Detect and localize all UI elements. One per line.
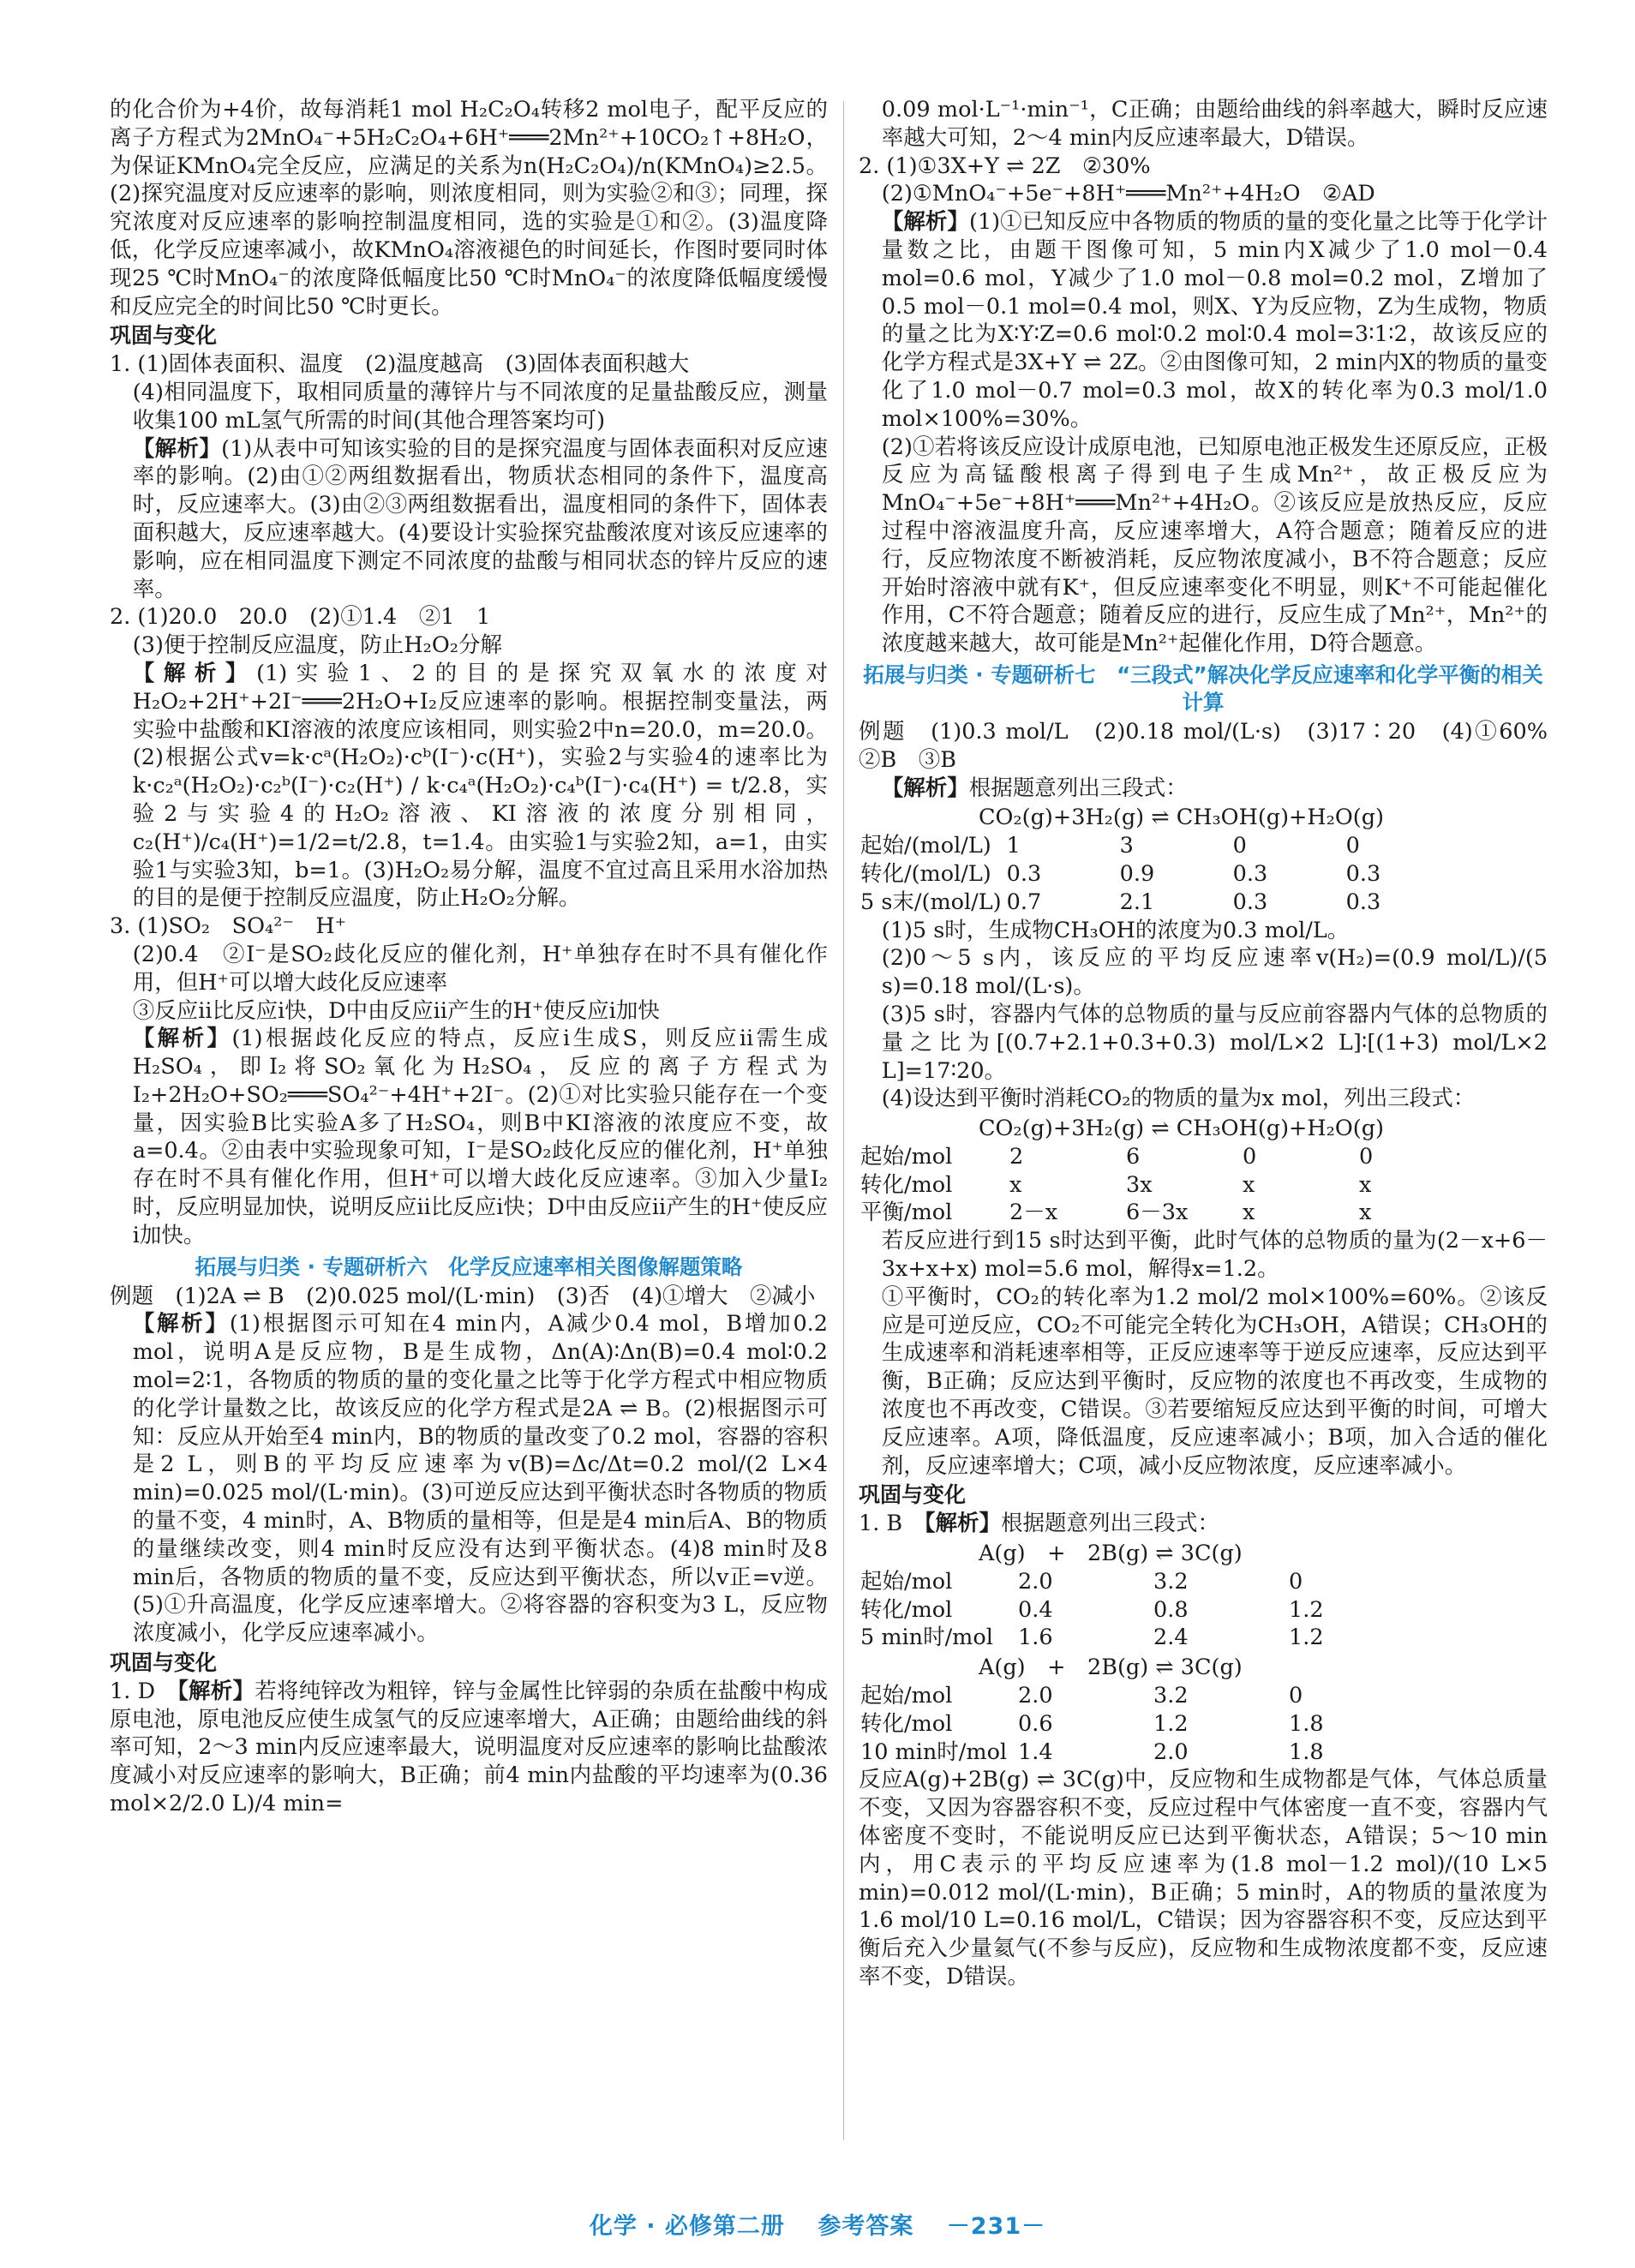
section-heading: 巩固与变化 xyxy=(110,323,218,349)
three-stage-table xyxy=(860,1682,1424,1766)
section-heading: 巩固与变化 xyxy=(110,1650,218,1676)
answer-line: 2. (1)20.0 20.0 (2)①1.4 ②1 1 xyxy=(110,604,491,631)
table-row xyxy=(860,1171,1476,1200)
table-cell: 2.0 xyxy=(1018,1568,1053,1595)
footer-subject: 化学 · 必修第二册 xyxy=(589,2213,785,2240)
continued-paragraph: 0.09 mol·L⁻¹·min⁻¹，C正确；由题给曲线的斜率越大，瞬时反应速率越大可知，2～4 min内反应速率最大，D错误。 xyxy=(881,97,1548,151)
analysis-tag: 【解析】 xyxy=(132,1026,232,1052)
answer-line: (4)相同温度下，取相同质量的薄锌片与不同浓度的足量盐酸反应，测量收集100 mL氢气所需的时间(其他合理答案均可) xyxy=(132,379,828,434)
row-label: 平衡/mol xyxy=(860,1200,953,1226)
table-cell: 1.2 xyxy=(1289,1625,1324,1651)
table-cell: 1.2 xyxy=(1153,1710,1189,1737)
table-cell: 1.8 xyxy=(1289,1710,1324,1737)
page-number: －231－ xyxy=(946,2213,1046,2240)
table-cell: 0.3 xyxy=(1345,889,1381,915)
intro-paragraph: 的化合价为+4价，故每消耗1 mol H₂C₂O₄转移2 mol电子，配平反应的离子方程式为2MnO₄⁻+5H₂C₂O₄+6H⁺═══2Mn²⁺+10CO₂↑+8H₂O，为保证KMnO₄完全反应，应满足的关系为n(H₂C₂O₄)/n(KMnO₄)≥2.5。(2)探究温度对反应速率的影响，则浓度相同，则为实验②和③；同理，探究浓度对反应速率的影响控制温度相同，选的实验是①和②。(3)温度降低，化学反应速率减小，故KMnO₄溶液褪色的时间延长，作图时要同时体现25 ℃时MnO₄⁻的浓度降低幅度比50 ℃时MnO₄⁻的浓度降低幅度缓慢和反应完全的时间比50 ℃时更长。 xyxy=(110,97,828,320)
analysis-paragraph: 反应A(g)+2B(g) ⇌ 3C(g)中，反应物和生成物都是气体，气体总质量不变，又因为容器容积不变，反应过程中气体密度一直不变，容器内气体密度不变时，不能说明反应已达到平衡状态，A错误；5～10 min内，用C表示的平均反应速率为(1.8 mol－1.2 mol)/(10 L×5 min)=0.012 mol/(L·min)，B正确；5 min时，A的物质的量浓度为1.6 mol/10 L=0.16 mol/L，C错误；因为容器容积不变，反应达到平衡后充入少量氦气(不参与反应)，反应物和生成物浓度都不变，反应速率不变，D错误。 xyxy=(859,1767,1555,1990)
row-label: 起始/mol xyxy=(860,1683,953,1709)
analysis-text: (1)实验1、2的目的是探究双氧水的浓度对H₂O₂+2H⁺+2I⁻═══2H₂O+I₂反应速率的影响。根据控制变量法，两实验中盐酸和KI溶液的浓度应该相同，则实验2中n=20.0，m=20.0。(2)根据公式v=k·cᵃ(H₂O₂)·cᵇ(I⁻)·c(H⁺)，实验2与实验4的速率比为k·c₂ᵃ(H₂O₂)·c₂ᵇ(I⁻)·c₂(H⁺) / k·c₄ᵃ(H₂O₂)·c₄ᵇ(I⁻)·c₄(H⁺) = t/2.8，实验2与实验4的H₂O₂溶液、KI溶液的浓度分别相同，c₂(H⁺)/c₄(H⁺)=1/2=t/2.8，t=1.4。由实验1与实验2知，a=1，由实验1与实验3知，b=1。(3)H₂O₂易分解，温度不宜过高且采用水浴加热的目的是便于控制反应温度，防止H₂O₂分解。 xyxy=(132,660,828,912)
table-cell: 3.2 xyxy=(1153,1568,1189,1595)
table-cell: 0.3 xyxy=(1232,860,1268,887)
analysis-tag: 【解析】 xyxy=(132,435,222,462)
analysis-tag: 【解析】 xyxy=(132,660,257,686)
table-cell: x xyxy=(1009,1171,1022,1198)
analysis-paragraph: ①平衡时，CO₂的转化率为1.2 mol/2 mol×100%=60%。②该反应是可逆反应，CO₂不可能完全转化为CH₃OH，A错误；CH₃OH的生成速率和消耗速率相等，正反应速率等于逆反应速率，反应达到平衡，B正确；反应达到平衡时，反应物的浓度也不再改变，生成物的浓度也不再改变，C错误。③若要缩短反应达到平衡的时间，可增大反应速率。A项，降低温度，反应速率减小；B项，加入合适的催化剂，反应速率增大；C项，减小反应物浓度，反应速率减小。 xyxy=(881,1284,1548,1479)
table-cell: 1 xyxy=(1006,833,1021,859)
row-label: 转化/mol xyxy=(860,1596,953,1623)
table-cell: 0.8 xyxy=(1153,1596,1189,1623)
analysis-tag: 【解析】 xyxy=(132,1311,230,1337)
analysis-paragraph xyxy=(859,208,1555,433)
table-cell: 1.8 xyxy=(1289,1738,1324,1765)
column-divider xyxy=(843,101,844,2140)
analysis-paragraph: 若反应进行到15 s时达到平衡，此时气体的总物质的量为(2－x+6－3x+x+x) mol=5.6 mol，解得x=1.2。 xyxy=(881,1228,1548,1283)
table-cell: x xyxy=(1243,1171,1255,1198)
row-label: 5 s末/(mol/L) xyxy=(860,889,1002,915)
table-cell: 0.3 xyxy=(1345,860,1381,887)
analysis-paragraph xyxy=(110,435,828,604)
table-row xyxy=(860,1710,1424,1738)
analysis-paragraph: (4)设达到平衡时消耗CO₂的物质的量为x mol，列出三段式： xyxy=(881,1086,1476,1112)
table-cell: 1.4 xyxy=(1018,1738,1053,1765)
table-row xyxy=(860,889,1459,917)
table-row xyxy=(860,1568,1424,1596)
topic-heading: 拓展与归类 · 专题研析七 “三段式”解决化学反应速率和化学平衡的相关计算 xyxy=(863,661,1543,715)
answer-line: (3)便于控制反应温度，防止H₂O₂分解 xyxy=(132,632,502,659)
answer-line: 2. (1)①3X+Y ⇌ 2Z ②30% xyxy=(859,153,1151,179)
analysis-paragraph xyxy=(859,775,1548,803)
table-cell: 6 xyxy=(1126,1143,1141,1170)
analysis-paragraph: (3)5 s时，容器内气体的总物质的量与反应前容器内气体的总物质的量之比为[(0.7+2.1+0.3+0.3) mol/L×2 L]∶[(1+3) mol/L×2 L]=17∶20。 xyxy=(881,1001,1555,1084)
row-label: 起始/(mol/L) xyxy=(860,833,991,859)
table-row xyxy=(860,1624,1424,1652)
table-cell: 0 xyxy=(1289,1683,1303,1709)
table-cell: 0 xyxy=(1243,1143,1257,1170)
equation-header: CO₂(g)+3H₂(g) ⇌ CH₃OH(g)+H₂O(g) xyxy=(979,805,1384,831)
table-row xyxy=(860,1596,1424,1625)
analysis-text: (1)从表中可知该实验的目的是探究温度与固体表面积对反应速率的影响。(2)由①②两组数据看出，物质状态相同的条件下，温度高时，反应速率大。(3)由②③两组数据看出，温度相同的条件下，固体表面积越大，反应速率越大。(4)要设计实验探究盐酸浓度对该反应速率的影响，应在相同温度下测定不同浓度的盐酸与相同状态的锌片反应的速率。 xyxy=(132,435,828,602)
table-cell: 2 xyxy=(1009,1143,1024,1170)
analysis-paragraph xyxy=(110,1025,828,1249)
left-column xyxy=(110,96,835,1818)
table-row xyxy=(860,832,1459,860)
table-cell: 2－x xyxy=(1009,1200,1058,1226)
analysis-text: 若将纯锌改为粗锌，锌与金属性比锌弱的杂质在盐酸中构成原电池，原电池反应使生成氢气的反应速率增大，A正确；由题给曲线的斜率可知，2～3 min内反应速率最大，说明温度对反应速率的影响比盐酸浓度减小对反应速率的影响大，B正确；前4 min内盐酸的平均速率为(0.36 mol×2/2.0 L)/4 min= xyxy=(110,1678,835,1817)
analysis-paragraph xyxy=(859,1510,1548,1538)
table-cell: 2.1 xyxy=(1119,889,1155,915)
answer-line: (2)0.4 ②I⁻是SO₂歧化反应的催化剂，H⁺单独存在时不具有催化作用，但H⁺可以增大歧化反应速率 xyxy=(132,941,828,996)
table-row xyxy=(860,1199,1476,1227)
table-cell: 0.4 xyxy=(1018,1596,1053,1623)
row-label: 转化/(mol/L) xyxy=(860,860,991,887)
table-cell: 0.7 xyxy=(1006,889,1042,915)
table-cell: 0.3 xyxy=(1232,889,1268,915)
table-cell: x xyxy=(1359,1171,1372,1198)
table-row xyxy=(860,1738,1424,1767)
row-label: 10 min时/mol xyxy=(860,1738,1008,1765)
table-cell: 6－3x xyxy=(1126,1200,1189,1226)
topic-heading: 拓展与归类 · 专题研析六 化学反应速率相关图像解题策略 xyxy=(195,1254,743,1279)
example-answer: 例题 (1)2A ⇌ B (2)0.025 mol/(L·min) (3)否 (4)①增大 ②减小 xyxy=(110,1283,816,1309)
equation-header: A(g) + 2B(g) ⇌ 3C(g) xyxy=(979,1541,1243,1567)
row-label: 转化/mol xyxy=(860,1710,953,1737)
table-cell: 3x xyxy=(1126,1171,1153,1198)
table-cell: x xyxy=(1243,1200,1255,1226)
analysis-tag: 【解析】 xyxy=(881,209,969,236)
analysis-text: (1)①已知反应中各物质的物质的量的变化量之比等于化学计量数之比，由题干图像可知，5 min内X减少了1.0 mol－0.4 mol=0.6 mol，Y减少了1.0 mol－0.8 mol=0.2 mol，Z增加了0.5 mol－0.1 mol=0.4 mol，则X、Y为反应物，Z为生成物，物质的量之比为X∶Y∶Z=0.6 mol∶0.2 mol∶0.4 mol=3∶1∶2，故该反应的化学方程式是3X+Y ⇌ 2Z。②由图像可知，2 min内X的物质的量变化了1.0 mol－0.7 mol=0.3 mol，故X的转化率为0.3 mol/1.0 mol×100%=30%。 xyxy=(881,209,1555,432)
table-cell: 2.4 xyxy=(1153,1625,1189,1651)
analysis-paragraph: (2)0～5 s内，该反应的平均反应速率v(H₂)=(0.9 mol/L)/(5 s)=0.18 mol/(L·s)。 xyxy=(881,945,1555,1000)
table-cell: 0 xyxy=(1359,1143,1374,1170)
table-cell: 1.2 xyxy=(1289,1596,1324,1623)
analysis-paragraph xyxy=(110,1310,835,1648)
table-row xyxy=(860,1682,1424,1710)
answer-line: (2)①MnO₄⁻+5e⁻+8H⁺═══Mn²⁺+4H₂O ②AD xyxy=(881,181,1375,207)
answer-line: 1. (1)固体表面积、温度 (2)温度越高 (3)固体表面积越大 xyxy=(110,351,690,378)
analysis-tag: 【解析】 xyxy=(881,775,969,801)
three-stage-table xyxy=(860,832,1459,916)
analysis-text: (1)根据歧化反应的特点，反应ⅰ生成S，则反应ⅱ需生成H₂SO₄，即I₂将SO₂氧化为H₂SO₄，反应的离子方程式为I₂+2H₂O+SO₂═══SO₄²⁻+4H⁺+2I⁻。(2)①对比实验只能存在一个变量，因实验B比实验A多了H₂SO₄，则B中KI溶液的浓度应不变，故a=0.4。②由表中实验现象可知，I⁻是SO₂歧化反应的催化剂，H⁺单独存在时不具有催化作用，但H⁺可以增大歧化反应速率。③加入少量I₂时，反应明显加快，说明反应ⅱ比反应ⅰ快；D中由反应ⅱ产生的H⁺使反应ⅰ加快。 xyxy=(132,1026,828,1248)
table-cell: 0.3 xyxy=(1006,860,1042,887)
analysis-text: 根据题意列出三段式： xyxy=(1000,1511,1219,1537)
table-row xyxy=(860,1143,1476,1171)
table-cell: 2.0 xyxy=(1018,1683,1053,1709)
right-column xyxy=(859,96,1570,1991)
equation-header: CO₂(g)+3H₂(g) ⇌ CH₃OH(g)+H₂O(g) xyxy=(979,1116,1384,1142)
table-cell: 0 xyxy=(1289,1568,1303,1595)
analysis-paragraph xyxy=(110,1678,835,1818)
answer-label: 1. B xyxy=(859,1511,903,1537)
three-stage-table xyxy=(860,1143,1476,1227)
table-cell: 0.6 xyxy=(1018,1710,1053,1737)
row-label: 5 min时/mol xyxy=(860,1625,993,1651)
analysis-paragraph xyxy=(110,660,828,913)
answer-line: ③反应ⅱ比反应ⅰ快，D中由反应ⅱ产生的H⁺使反应ⅰ加快 xyxy=(132,997,660,1024)
example-answer: 例题 (1)0.3 mol/L (2)0.18 mol/(L·s) (3)17∶20 (4)①60% ②B ③B xyxy=(859,718,1570,773)
analysis-text: (1)根据图示可知在4 min内，A减少0.4 mol，B增加0.2 mol，说明A是反应物，B是生成物，Δn(A)∶Δn(B)=0.4 mol∶0.2 mol=2∶1，各物质的物质的量的变化量之比等于化学方程式中相应物质的化学计量数之比，故该反应的化学方程式是2A ⇌ B。(2)根据图示可知：反应从开始至4 min内，B的物质的量改变了0.2 mol，容器的容积是2 L，则B的平均反应速率为v(B)=Δc/Δt=0.2 mol/(2 L×4 min)=0.025 mol/(L·min)。(3)可逆反应达到平衡状态时各物质的物质的量不变，4 min时，A、B物质的量相等，但是是4 min后A、B的物质的量继续改变，则4 min时反应没有达到平衡状态。(4)8 min时及8 min后，各物质的物质的量不变，反应达到平衡状态，所以v正=v逆。(5)①升高温度，化学反应速率增大。②将容器的容积变为3 L，反应物浓度减小，化学反应速率减小。 xyxy=(132,1311,835,1647)
row-label: 起始/mol xyxy=(860,1143,953,1170)
table-cell: 0.9 xyxy=(1119,860,1155,887)
table-cell: 0 xyxy=(1232,833,1247,859)
table-row xyxy=(860,860,1459,889)
three-stage-table xyxy=(860,1568,1424,1652)
table-cell: 3 xyxy=(1119,833,1134,859)
section-heading: 巩固与变化 xyxy=(859,1482,967,1508)
row-label: 起始/mol xyxy=(860,1568,953,1595)
table-cell: 3.2 xyxy=(1153,1683,1189,1709)
analysis-paragraph: (2)①若将该反应设计成原电池，已知原电池正极发生还原反应，正极反应为高锰酸根离子得到电子生成Mn²⁺，故正极反应为MnO₄⁻+5e⁻+8H⁺═══Mn²⁺+4H₂O。②该反应是放热反应，反应过程中溶液温度升高，反应速率增大，A符合题意；随着反应的进行，反应物浓度不断被消耗，反应物浓度减小，B不符合题意；反应开始时溶液中就有K⁺，但反应速率变化不明显，则K⁺不可能起催化作用，C不符合题意；随着反应的进行，反应生成了Mn²⁺，Mn²⁺的浓度越来越大，故可能是Mn²⁺起催化作用，D符合题意。 xyxy=(881,434,1548,657)
analysis-tag: 【解析】 xyxy=(177,1678,255,1704)
table-cell: 2.0 xyxy=(1153,1738,1189,1765)
page-footer xyxy=(0,2207,1635,2241)
table-cell: 0 xyxy=(1345,833,1360,859)
table-cell: 1.6 xyxy=(1018,1625,1053,1651)
answer-line: 3. (1)SO₂ SO₄²⁻ H⁺ xyxy=(110,913,347,940)
analysis-paragraph: (1)5 s时，生成物CH₃OH的浓度为0.3 mol/L。 xyxy=(881,917,1350,943)
analysis-text: 根据题意列出三段式： xyxy=(968,775,1188,801)
equation-header: A(g) + 2B(g) ⇌ 3C(g) xyxy=(979,1655,1243,1681)
analysis-tag: 【解析】 xyxy=(924,1511,1001,1537)
answer-label: 1. D xyxy=(110,1678,156,1704)
footer-section: 参考答案 xyxy=(818,2213,914,2240)
table-cell: x xyxy=(1359,1200,1372,1226)
row-label: 转化/mol xyxy=(860,1171,953,1198)
